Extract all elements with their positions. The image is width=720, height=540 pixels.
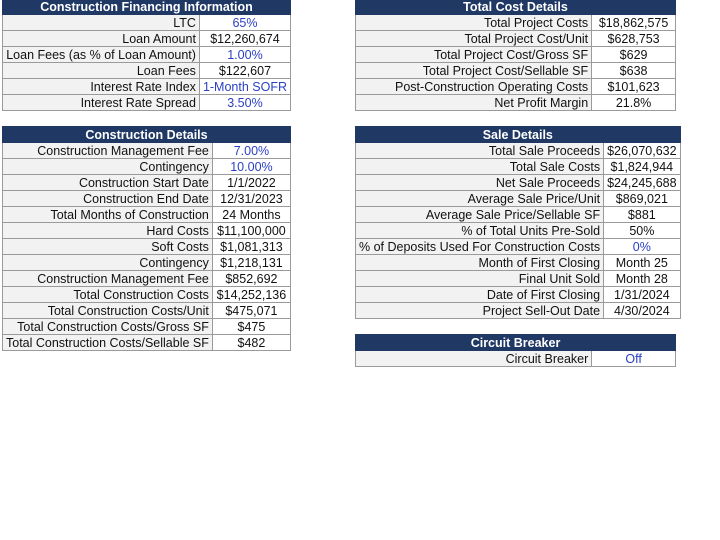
table-row: [3, 335, 291, 351]
table-row: [356, 143, 681, 159]
interest-rate-index-input-cell[interactable]: 1-Month SOFR: [199, 79, 290, 95]
total-cost-details-header: Total Cost Details: [356, 0, 676, 15]
row-label: % of Total Units Pre-Sold: [356, 223, 604, 239]
row-label: Loan Fees (as % of Loan Amount): [3, 47, 200, 63]
value-cell[interactable]: 4/30/2024: [604, 303, 681, 319]
table-row: [3, 255, 291, 271]
row-label: Circuit Breaker: [356, 351, 592, 367]
value-cell[interactable]: $628,753: [592, 31, 676, 47]
table-row: [356, 175, 681, 191]
value-cell[interactable]: 1/1/2022: [212, 175, 290, 191]
value-cell[interactable]: $24,245,688: [604, 175, 681, 191]
row-label: Final Unit Sold: [356, 271, 604, 287]
table-row: [3, 207, 291, 223]
circuit-breaker-header: Circuit Breaker: [356, 335, 676, 351]
deposits-used-input-cell[interactable]: 0%: [604, 239, 681, 255]
row-label: Interest Rate Spread: [3, 95, 200, 111]
construction-financing-header: Construction Financing Information: [3, 0, 291, 15]
table-row: [356, 207, 681, 223]
value-cell[interactable]: 21.8%: [592, 95, 676, 111]
table-row: [3, 271, 291, 287]
table-row: [356, 303, 681, 319]
row-label: Total Construction Costs/Sellable SF: [3, 335, 213, 351]
row-label: Total Project Cost/Unit: [356, 31, 592, 47]
value-cell[interactable]: 50%: [604, 223, 681, 239]
row-label: Total Project Cost/Sellable SF: [356, 63, 592, 79]
row-label: Net Profit Margin: [356, 95, 592, 111]
interest-rate-spread-input-cell[interactable]: 3.50%: [199, 95, 290, 111]
sale-details-table: [355, 126, 681, 319]
table-row: [3, 319, 291, 335]
table-row: [356, 223, 681, 239]
row-label: Total Sale Costs: [356, 159, 604, 175]
row-label: Net Sale Proceeds: [356, 175, 604, 191]
table-row: [356, 15, 676, 31]
row-label: Total Construction Costs/Unit: [3, 303, 213, 319]
row-label: LTC: [3, 15, 200, 31]
table-row: [3, 15, 291, 31]
table-row: [356, 271, 681, 287]
total-cost-details-table: [355, 0, 676, 111]
value-cell[interactable]: $629: [592, 47, 676, 63]
circuit-breaker-table: [355, 334, 676, 367]
table-row: [3, 63, 291, 79]
row-label: Total Sale Proceeds: [356, 143, 604, 159]
value-cell[interactable]: $475,071: [212, 303, 290, 319]
row-label: Date of First Closing: [356, 287, 604, 303]
value-cell[interactable]: $852,692: [212, 271, 290, 287]
row-label: Month of First Closing: [356, 255, 604, 271]
circuit-breaker-input-cell[interactable]: Off: [592, 351, 676, 367]
table-row: [356, 79, 676, 95]
value-cell[interactable]: $881: [604, 207, 681, 223]
contingency-pct-input-cell[interactable]: 10.00%: [212, 159, 290, 175]
table-row: [3, 175, 291, 191]
value-cell[interactable]: $638: [592, 63, 676, 79]
table-row: [3, 239, 291, 255]
row-label: % of Deposits Used For Construction Costs: [356, 239, 604, 255]
table-row: [356, 63, 676, 79]
table-row: [3, 223, 291, 239]
row-label: Total Construction Costs/Gross SF: [3, 319, 213, 335]
value-cell[interactable]: 1/31/2024: [604, 287, 681, 303]
table-row: [356, 255, 681, 271]
table-row: [356, 95, 676, 111]
row-label: Average Sale Price/Unit: [356, 191, 604, 207]
row-label: Interest Rate Index: [3, 79, 200, 95]
table-row: [3, 159, 291, 175]
value-cell[interactable]: $26,070,632: [604, 143, 681, 159]
ltc-input-cell[interactable]: 65%: [199, 15, 290, 31]
table-row: [356, 47, 676, 63]
table-row: [3, 47, 291, 63]
table-row: [3, 143, 291, 159]
row-label: Total Construction Costs: [3, 287, 213, 303]
value-cell[interactable]: $475: [212, 319, 290, 335]
value-cell[interactable]: $11,100,000: [212, 223, 290, 239]
table-row: [356, 239, 681, 255]
value-cell[interactable]: $18,862,575: [592, 15, 676, 31]
row-label: Construction Management Fee: [3, 143, 213, 159]
row-label: Contingency: [3, 159, 213, 175]
table-row: [3, 303, 291, 319]
table-row: [356, 287, 681, 303]
table-row: [356, 31, 676, 47]
value-cell[interactable]: $101,623: [592, 79, 676, 95]
table-row: [356, 191, 681, 207]
value-cell[interactable]: Month 25: [604, 255, 681, 271]
value-cell[interactable]: $482: [212, 335, 290, 351]
row-label: Post-Construction Operating Costs: [356, 79, 592, 95]
sale-details-header: Sale Details: [356, 127, 681, 143]
row-label: Soft Costs: [3, 239, 213, 255]
table-row: [3, 191, 291, 207]
value-cell[interactable]: $869,021: [604, 191, 681, 207]
table-row: [3, 287, 291, 303]
row-label: Total Months of Construction: [3, 207, 213, 223]
table-row: [3, 31, 291, 47]
row-label: Loan Amount: [3, 31, 200, 47]
row-label: Total Project Cost/Gross SF: [356, 47, 592, 63]
construction-financing-table: [2, 0, 291, 111]
table-row: [3, 95, 291, 111]
construction-details-table: [2, 126, 291, 351]
row-label: Construction Management Fee: [3, 271, 213, 287]
table-row: [3, 79, 291, 95]
value-cell[interactable]: 12/31/2023: [212, 191, 290, 207]
value-cell[interactable]: $1,081,313: [212, 239, 290, 255]
loan-fees-cell[interactable]: $122,607: [199, 63, 290, 79]
table-row: [356, 159, 681, 175]
row-label: Construction Start Date: [3, 175, 213, 191]
row-label: Contingency: [3, 255, 213, 271]
row-label: Construction End Date: [3, 191, 213, 207]
row-label: Average Sale Price/Sellable SF: [356, 207, 604, 223]
table-row: [356, 351, 676, 367]
loan-fee-pct-input-cell[interactable]: 1.00%: [199, 47, 290, 63]
construction-details-header: Construction Details: [3, 127, 291, 143]
row-label: Project Sell-Out Date: [356, 303, 604, 319]
row-label: Total Project Costs: [356, 15, 592, 31]
value-cell[interactable]: $1,824,944: [604, 159, 681, 175]
row-label: Hard Costs: [3, 223, 213, 239]
row-label: Loan Fees: [3, 63, 200, 79]
value-cell[interactable]: $1,218,131: [212, 255, 290, 271]
cm-fee-pct-input-cell[interactable]: 7.00%: [212, 143, 290, 159]
value-cell[interactable]: 24 Months: [212, 207, 290, 223]
value-cell[interactable]: $14,252,136: [212, 287, 290, 303]
value-cell[interactable]: Month 28: [604, 271, 681, 287]
loan-amount-cell[interactable]: $12,260,674: [199, 31, 290, 47]
